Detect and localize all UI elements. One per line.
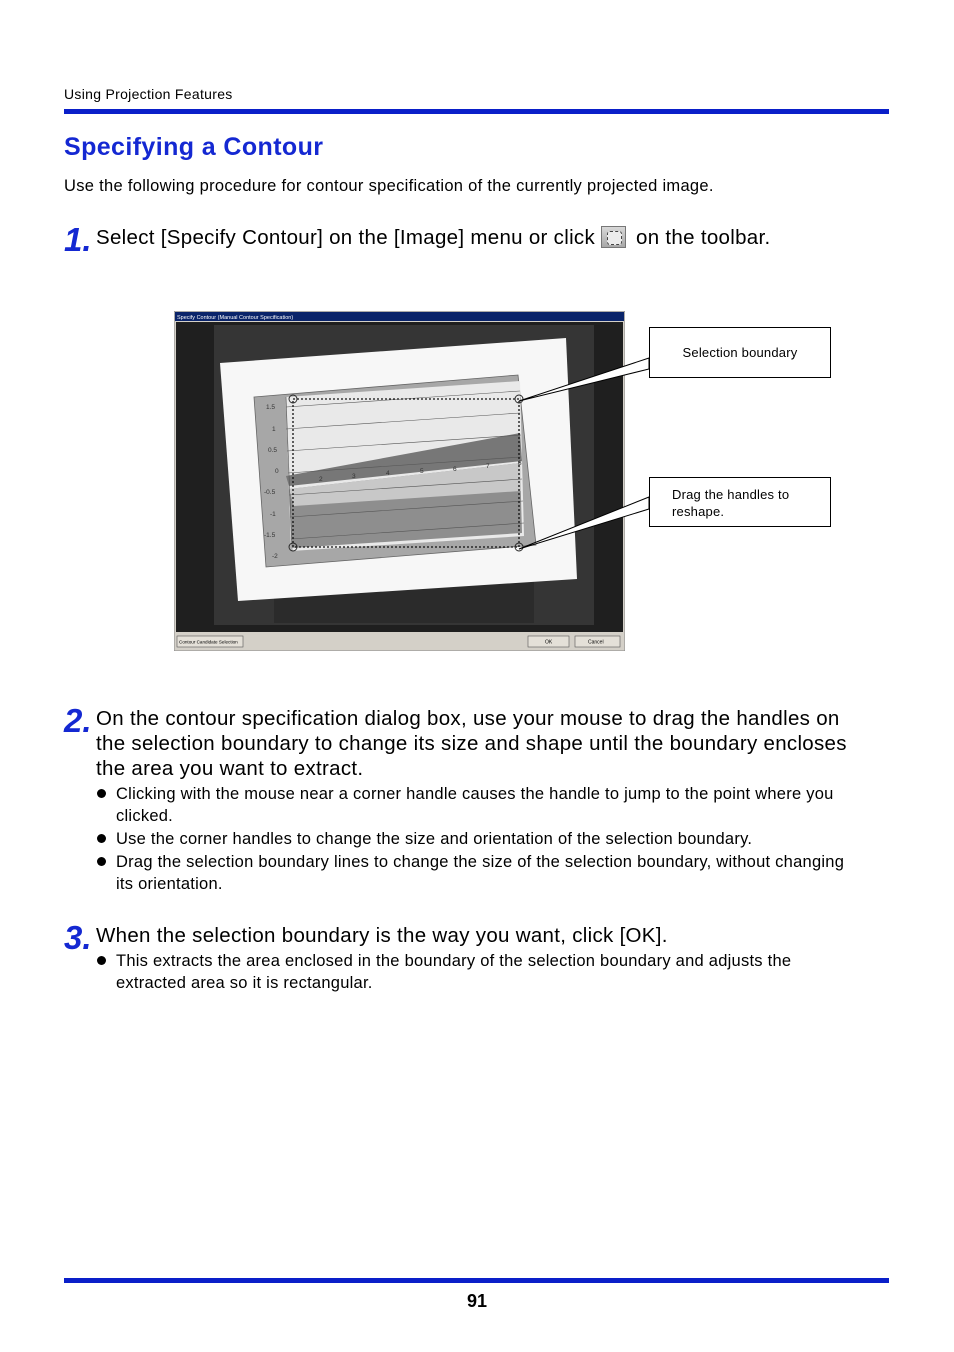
y-tick: 1: [272, 426, 276, 433]
step-3-bullets: [96, 950, 854, 994]
step-2: [64, 702, 854, 896]
bullet-item: This extracts the area enclosed in the boundary of the selection boundary and adjusts the extracted area so it is rectangular.: [96, 950, 854, 994]
page-number: 91: [466, 1291, 488, 1311]
contour-candidate-selection-label: Contour Candidate Selection: [179, 639, 238, 645]
x-tick: 2: [319, 476, 323, 483]
step-text-before-icon: Select [Specify Contour] on the [Image] menu or click: [96, 226, 596, 249]
y-tick: -1.5: [264, 532, 276, 539]
x-tick: 3: [352, 473, 356, 480]
x-tick: 4: [386, 470, 390, 477]
contour-dialog-screenshot: [174, 311, 625, 651]
dialog-title: Specify Contour (Manual Contour Specification): [177, 315, 294, 321]
intro-paragraph: Use the following procedure for contour specification of the currently projected image.: [64, 177, 714, 195]
step-number: 2.: [64, 702, 92, 739]
callout-selection-boundary: [649, 327, 831, 378]
step-text: On the contour specification dialog box, use your mouse to drag the handles on the selection boundary to change its size and shape until the boundary encloses the area you want to extract.: [96, 707, 847, 780]
section-title: Specifying a Contour: [64, 133, 324, 161]
x-tick: 8: [518, 460, 522, 467]
y-tick: -1: [270, 511, 276, 518]
y-tick: 0: [275, 468, 279, 475]
step-1: [64, 221, 854, 258]
bullet-item: Clicking with the mouse near a corner handle causes the handle to jump to the point where you clicked.: [96, 783, 854, 827]
step-2-bullets: [96, 783, 854, 895]
ok-button-label: OK: [545, 639, 553, 646]
step-3: [64, 919, 854, 995]
footer-rule: [64, 1278, 889, 1283]
running-header: Using Projection Features: [64, 86, 233, 102]
bullet-item: Use the corner handles to change the size and orientation of the selection boundary.: [96, 828, 854, 850]
y-tick: -2: [272, 553, 278, 560]
y-tick: -0.5: [264, 489, 276, 496]
step-number: 1.: [64, 221, 92, 258]
step-text: [96, 225, 854, 250]
x-tick: 7: [486, 463, 490, 470]
step-text-after-icon: on the toolbar.: [636, 226, 771, 249]
callout-drag-handles-line1: Drag the handles to: [672, 487, 790, 502]
y-tick: 1.5: [266, 404, 276, 411]
cancel-button-label: Cancel: [588, 639, 604, 646]
header-rule: [64, 109, 889, 114]
callout-drag-handles-line2: reshape.: [672, 504, 725, 519]
x-tick: 6: [453, 466, 457, 473]
bullet-item: Drag the selection boundary lines to change the size of the selection boundary, without changing its orientation.: [96, 851, 854, 895]
callout-drag-handles: [649, 477, 831, 527]
callout-selection-boundary-text: Selection boundary: [682, 345, 798, 360]
step-number: 3.: [64, 919, 92, 956]
step-text: When the selection boundary is the way you want, click [OK].: [96, 924, 668, 947]
y-tick: 0.5: [268, 447, 278, 454]
specify-contour-toolbar-icon: [601, 226, 626, 248]
x-tick: 5: [420, 468, 424, 475]
